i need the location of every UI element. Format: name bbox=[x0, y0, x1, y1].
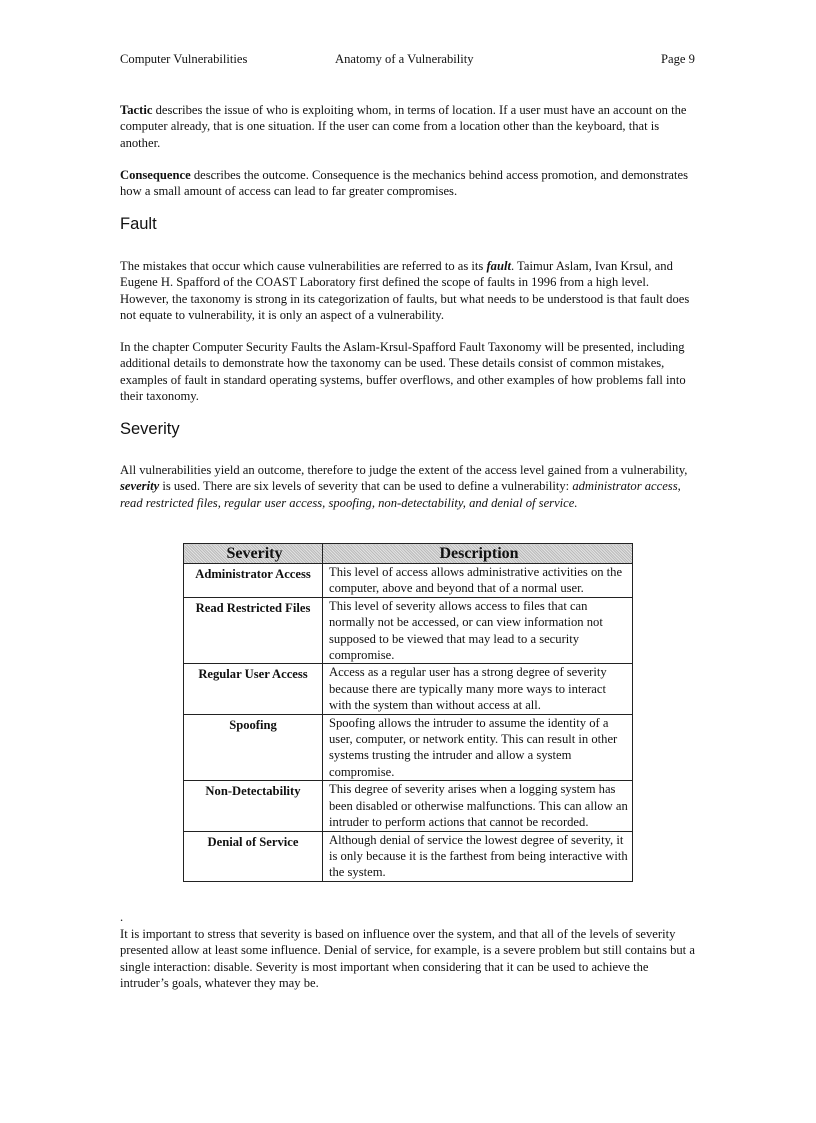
text: . Taimur Aslam, Ivan Krsul, and Eugene H. Spafford of the COAST Laboratory first defined the scope of faults in 1996 from a high level. However, the taxonomy is strong in its categorization of faults, but what needs to be understood is that fault does not equate to vulnerability, it is only an aspect of a vulnerability. bbox=[120, 259, 690, 323]
description-cell: Spoofing allows the intruder to assume the identity of a user, computer, or network entity. This can result in other systems trusting the intruder and allow a system compromise. bbox=[323, 714, 633, 781]
description-cell: This degree of severity arises when a logging system has been disabled or otherwise malfunctions. This can allow an intruder to perform actions that cannot be recorded. bbox=[323, 781, 633, 831]
term-tactic: Tactic bbox=[120, 103, 153, 117]
severity-levels-list: administrator access, read restricted files, regular user access, spoofing, non-detectability, and denial of service. bbox=[120, 479, 681, 510]
table-header-row bbox=[184, 544, 633, 564]
text: is used. There are six levels of severity that can be used to define a vulnerability: bbox=[159, 479, 573, 494]
stray-period: . bbox=[120, 910, 124, 924]
fault-paragraph-1 bbox=[120, 258, 700, 324]
text: All vulnerabilities yield an outcome, therefore to judge the extent of the access level gained from a vulnerability, bbox=[120, 463, 688, 477]
description-cell: This level of severity allows access to files that can normally not be accessed, or can view information not supposed to be viewed that may lead to a security compromise. bbox=[323, 597, 633, 664]
severity-cell: Read Restricted Files bbox=[184, 597, 323, 664]
fault-paragraph-2: In the chapter Computer Security Faults the Aslam-Krsul-Spafford Fault Taxonomy will be presented, including additional details to demonstrate how the taxonomy can be used. These details consist of common mistakes, examples of fault in standard operating systems, buffer overflows, and other examples of how problems fall into their taxonomy. bbox=[120, 340, 686, 404]
table-row bbox=[184, 664, 633, 714]
severity-cell: Spoofing bbox=[184, 714, 323, 781]
severity-cell: Non-Detectability bbox=[184, 781, 323, 831]
header-severity: Severity bbox=[184, 544, 323, 564]
severity-table bbox=[183, 543, 633, 882]
table-row bbox=[184, 714, 633, 781]
header-left: Computer Vulnerabilities bbox=[120, 52, 248, 66]
table-row bbox=[184, 781, 633, 831]
table-row bbox=[184, 831, 633, 881]
description-cell: Although denial of service the lowest degree of severity, it is only because it is the farthest from being interactive with the system. bbox=[323, 831, 633, 881]
term-severity: severity bbox=[120, 479, 160, 494]
severity-heading: Severity bbox=[120, 420, 180, 438]
term-fault: fault bbox=[486, 259, 511, 273]
tactic-paragraph bbox=[120, 102, 700, 151]
severity-cell: Denial of Service bbox=[184, 831, 323, 881]
consequence-paragraph bbox=[120, 167, 700, 200]
header-center: Anatomy of a Vulnerability bbox=[335, 52, 474, 66]
header-description: Description bbox=[323, 544, 633, 564]
description-cell: This level of access allows administrative activities on the computer, above and beyond that of a normal user. bbox=[323, 564, 633, 598]
description-cell: Access as a regular user has a strong degree of severity because there are typically many more ways to interact with the system than without access at all. bbox=[323, 664, 633, 714]
severity-paragraph-1 bbox=[120, 462, 700, 511]
severity-cell: Administrator Access bbox=[184, 564, 323, 598]
consequence-text: describes the outcome. Consequence is the mechanics behind access promotion, and demonstrates how a small amount of access can lead to far greater compromises. bbox=[120, 168, 688, 199]
table-row bbox=[184, 564, 633, 598]
text: The mistakes that occur which cause vulnerabilities are referred to as its bbox=[120, 259, 487, 273]
term-consequence: Consequence bbox=[120, 168, 191, 182]
tactic-text: describes the issue of who is exploiting whom, in terms of location. If a user must have an account on the computer already, that is one situation. If the user can come from a location other than the keyboard, that is another. bbox=[120, 103, 687, 150]
fault-heading: Fault bbox=[120, 215, 157, 233]
table-row bbox=[184, 597, 633, 664]
header-page-number: Page 9 bbox=[661, 52, 695, 66]
severity-cell: Regular User Access bbox=[184, 664, 323, 714]
severity-paragraph-2: It is important to stress that severity is based on influence over the system, and that all of the levels of severity presented allow at least some influence. Denial of service, for example, is a severe problem but still contains but a single interaction: disable. Severity is most important when considering that it can be used to achieve the intruder’s goals, whatever they may be. bbox=[120, 927, 695, 991]
